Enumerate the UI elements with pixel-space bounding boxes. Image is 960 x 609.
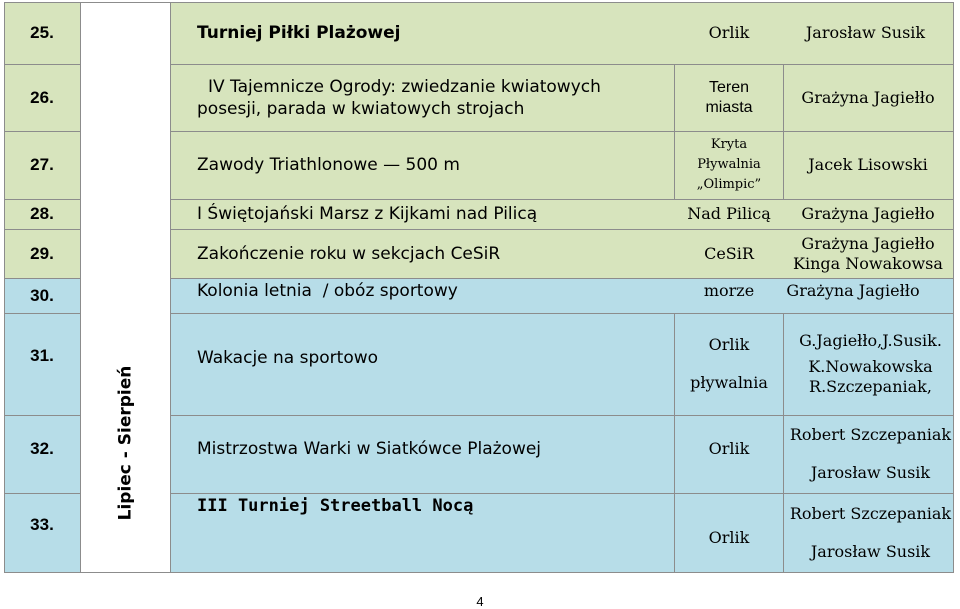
event-name: Zakończenie roku w sekcjach CeSiR — [197, 243, 501, 264]
event-organizer: Grażyna Jagiełło — [801, 87, 935, 107]
event-organizer: Grażyna Jagiełło — [801, 204, 935, 223]
event-organizer: Jacek Lisowski — [808, 155, 928, 174]
row-number: 26. — [30, 87, 54, 107]
event-organizer-line: R.Szczepaniak, — [809, 377, 932, 396]
event-organizer-line: Grażyna Jagiełło — [801, 233, 935, 253]
event-place-line: Pływalnia — [697, 157, 761, 172]
event-place-line: „Olimpic” — [696, 177, 762, 192]
row-number: 33. — [30, 515, 54, 534]
event-place — [674, 64, 784, 131]
row-number: 25. — [30, 23, 54, 42]
event-organizer: Jarosław Susik — [805, 23, 926, 42]
event-place: Orlik — [708, 527, 750, 547]
event-place-line: miasta — [705, 98, 753, 116]
event-place-line: Orlik — [708, 335, 750, 354]
event-place-line: Teren — [708, 78, 750, 96]
event-name-line: posesji, parada w kwiatowych strojach — [197, 98, 525, 119]
row-number: 30. — [30, 285, 54, 305]
event-organizer-line: K.Nowakowska — [808, 357, 933, 376]
event-organizer-line: G.Jagiełło,J.Susik. — [799, 331, 942, 350]
row-number: 29. — [30, 243, 54, 263]
event-name-line: IV Tajemnicze Ogrody: zwiedzanie kwiatowych — [208, 76, 601, 97]
event-place — [674, 313, 784, 415]
row-number: 27. — [30, 155, 54, 174]
event-organizer: Grażyna Jagiełło — [786, 281, 920, 300]
month-label-cell — [80, 315, 170, 570]
event-place: Nad Pilicą — [687, 204, 771, 223]
event-organizer — [783, 313, 958, 415]
grid-line — [170, 2, 171, 573]
month-label: Lipiec - Sierpień — [115, 365, 135, 520]
event-place-line: pływalnia — [690, 373, 768, 392]
event-name: Mistrzostwa Warki w Siatkówce Plażowej — [197, 439, 542, 459]
event-place — [674, 131, 784, 199]
grid-line — [4, 493, 80, 494]
page-number: 4 — [476, 594, 484, 609]
event-name: Turniej Piłki Plażowej — [197, 23, 401, 43]
event-place: Orlik — [708, 439, 750, 458]
event-name: Zawody Triathlonowe — 500 m — [197, 155, 460, 175]
event-place: CeSiR — [704, 243, 754, 263]
event-organizer-line: Jarosław Susik — [810, 463, 931, 482]
event-organizer — [783, 415, 958, 493]
event-organizer-line: Jarosław Susik — [810, 541, 931, 561]
event-name: Kolonia letnia / obóz sportowy — [197, 281, 458, 301]
row-number: 28. — [30, 204, 54, 223]
event-organizer — [783, 493, 958, 572]
event-organizer-line: Robert Szczepaniak — [789, 503, 952, 523]
event-place: morze — [703, 281, 755, 300]
event-name — [197, 64, 667, 131]
row-number: 32. — [30, 439, 54, 458]
event-place: Orlik — [708, 23, 750, 42]
event-name: I Świętojański Marsz z Kijkami nad Pilicą — [197, 204, 538, 224]
event-place-line: Kryta — [710, 137, 748, 152]
event-organizer-line: Kinga Nowakowsa — [793, 253, 943, 273]
row-number: 31. — [30, 345, 54, 365]
event-name: Wakacje na sportowo — [197, 348, 379, 368]
event-organizer-line: Robert Szczepaniak — [789, 425, 952, 444]
event-organizer — [783, 229, 953, 278]
event-name: III Turniej Streetball Nocą — [197, 496, 474, 516]
grid-line — [4, 572, 954, 573]
